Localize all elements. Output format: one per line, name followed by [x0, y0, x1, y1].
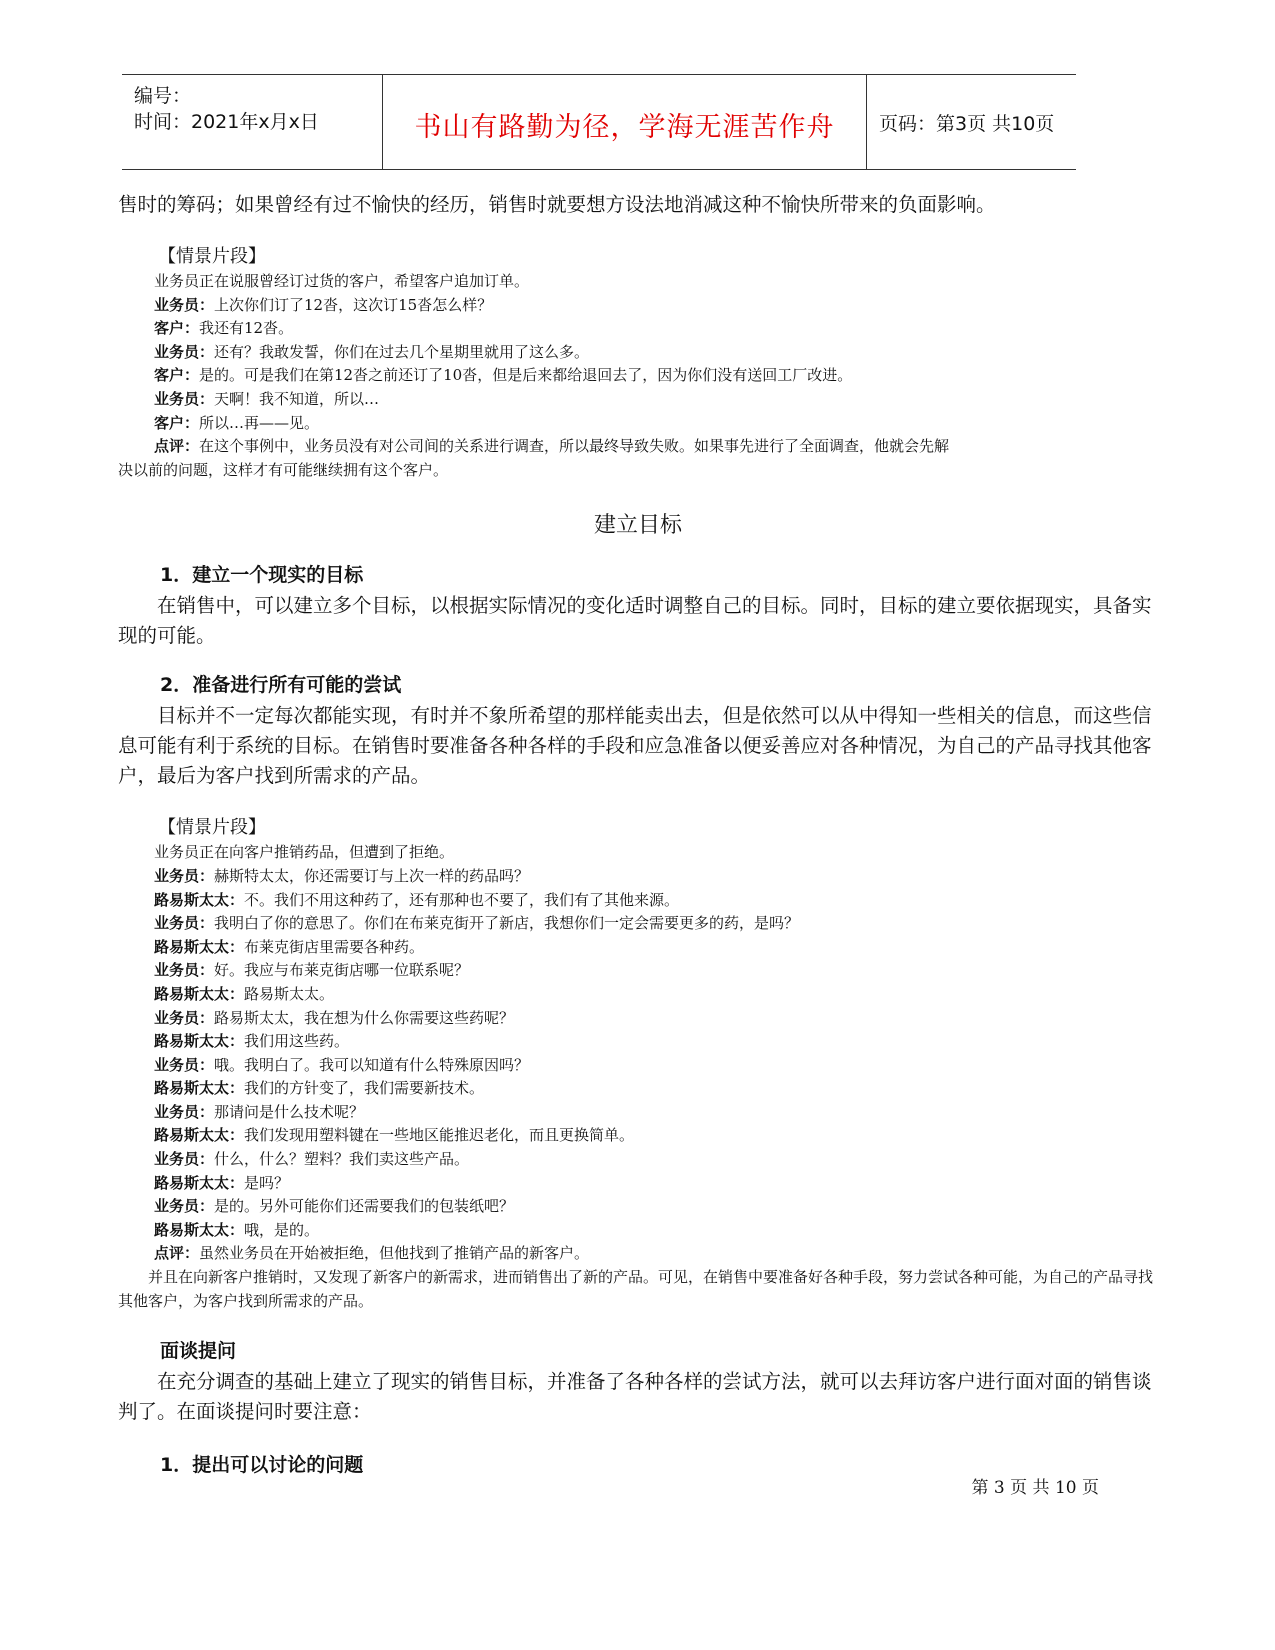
scene-block-2: [118, 813, 1158, 1313]
speaker-label: 路易斯太太：: [154, 1126, 245, 1145]
dialogue-text: 路易斯太太，我在想为什么你需要这些药呢？: [214, 1008, 515, 1027]
dialogue-text: 是吗？: [244, 1173, 290, 1192]
speaker-label: 路易斯太太：: [154, 890, 245, 909]
speaker-label: 业务员：: [154, 866, 215, 885]
speaker-label: 业务员：: [154, 1150, 215, 1169]
speaker-label: 业务员：: [154, 1008, 215, 1027]
comment-text: 虽然业务员在开始被拒绝，但他找到了推销产品的新客户。: [199, 1244, 590, 1263]
page-footer: 第 3 页 共 10 页: [971, 1478, 1099, 1498]
comment-text: 在这个事例中，业务员没有对公司间的关系进行调查，所以最终导致失败。如果事先进行了全面调查，他就会先解: [199, 437, 950, 456]
section-paragraph: 在充分调查的基础上建立了现实的销售目标，并准备了各种各样的尝试方法，就可以去拜访客户进行面对面的销售谈判了。在面谈提问时要注意：: [118, 1370, 1152, 1424]
dialogue-line: [118, 412, 1158, 436]
section-heading: 面谈提问: [160, 1340, 237, 1363]
scene-heading: 【情景片段】: [158, 817, 266, 839]
speaker-label: 客户：: [154, 366, 200, 385]
document-body: [118, 190, 1158, 1481]
comment-continuation: 决以前的问题，这样才有可能继续拥有这个客户。: [118, 460, 449, 479]
comment-line: [118, 1242, 1158, 1266]
speaker-label: 业务员：: [154, 342, 215, 361]
subsection-heading: 2．准备进行所有可能的尝试: [160, 674, 402, 697]
scene-intro: 业务员正在说服曾经订过货的客户，希望客户追加订单。: [154, 272, 530, 290]
dialogue-line: [118, 912, 1158, 936]
speaker-label: 路易斯太太：: [154, 1032, 245, 1051]
dialogue-text: 我还有12沓。: [199, 319, 294, 338]
speaker-label: 客户：: [154, 413, 200, 432]
header-motto-cell: [382, 75, 867, 169]
dialogue-text: 上次你们订了12沓，这次订15沓怎么样？: [214, 295, 493, 314]
speaker-label: 路易斯太太：: [154, 1173, 245, 1192]
speaker-label: 客户：: [154, 319, 200, 338]
speaker-label: 路易斯太太：: [154, 1079, 245, 1098]
comment-label: 点评：: [154, 1244, 200, 1263]
speaker-label: 业务员：: [154, 1102, 215, 1121]
subsection-heading: 1．提出可以讨论的问题: [160, 1454, 364, 1477]
dialogue-text: 哦，是的。: [244, 1220, 320, 1239]
dialogue-text: 什么，什么？塑料？我们卖这些产品。: [214, 1150, 470, 1169]
comment-line: [118, 435, 1158, 459]
subsection-paragraph: 在销售中，可以建立多个目标，以根据实际情况的变化适时调整自己的目标。同时，目标的建立要依据现实，具备实现的可能。: [118, 594, 1152, 648]
dialogue-text: 是的。另外可能你们还需要我们的包装纸吧？: [214, 1197, 515, 1216]
speaker-label: 路易斯太太：: [154, 937, 245, 956]
scene-heading: 【情景片段】: [158, 246, 266, 267]
speaker-label: 业务员：: [154, 1197, 215, 1216]
dialogue-line: [118, 936, 1158, 960]
dialogue-text: 还有？我敢发誓，你们在过去几个星期里就用了这么多。: [214, 342, 590, 361]
subsection-heading: 1．建立一个现实的目标: [160, 564, 364, 587]
dialogue-line: [118, 1219, 1158, 1243]
comment-label: 点评：: [154, 437, 200, 456]
speaker-label: 业务员：: [154, 389, 215, 408]
dialogue-text: 好。我应与布莱克街店哪一位联系呢？: [214, 961, 470, 980]
dialogue-text: 是的。可是我们在第12沓之前还订了10沓，但是后来都给退回去了，因为你们没有送回工厂改进。: [199, 366, 853, 385]
dialogue-line: [118, 294, 1158, 318]
dialogue-line: [118, 317, 1158, 341]
dialogue-text: 赫斯特太太，你还需要订与上次一样的药品吗？: [214, 866, 530, 885]
dialogue-line: [118, 1124, 1158, 1148]
scene-intro: 业务员正在向客户推销药品，但遭到了拒绝。: [154, 843, 455, 862]
dialogue-text: 我明白了你的意思了。你们在布莱克街开了新店，我想你们一定会需要更多的药，是吗？: [214, 914, 800, 933]
header-info-cell: [122, 75, 382, 169]
dialogue-line: [118, 341, 1158, 365]
speaker-label: 业务员：: [154, 961, 215, 980]
dialogue-line: [118, 865, 1158, 889]
speaker-label: 业务员：: [154, 1055, 215, 1074]
document-time-label: 时间：2021年x月x日: [134, 111, 319, 133]
header-page-code: 页码：第3页 共10页: [879, 113, 1055, 135]
header-motto: 书山有路勤为径，学海无涯苦作舟: [414, 112, 835, 143]
dialogue-line: [118, 1077, 1158, 1101]
dialogue-list: [118, 865, 1158, 1243]
dialogue-text: 那请问是什么技术呢？: [214, 1102, 365, 1121]
comment-continuation: 并且在向新客户推销时，又发现了新客户的新需求，进而销售出了新的产品。可见，在销售中要准备好各种手段，努力尝试各种可能，为自己的产品寻找其他客户，为客户找到所需求的产品。: [118, 1268, 1154, 1310]
page-header: [122, 74, 1076, 170]
dialogue-text: 所以…再——见。: [199, 413, 320, 432]
dialogue-line: [118, 1101, 1158, 1125]
dialogue-text: 天啊！我不知道，所以…: [214, 389, 380, 408]
dialogue-text: 哦。我明白了。我可以知道有什么特殊原因吗？: [214, 1055, 530, 1074]
speaker-label: 业务员：: [154, 295, 215, 314]
section-title: 建立目标: [593, 513, 682, 539]
dialogue-text: 我们用这些药。: [244, 1032, 350, 1051]
dialogue-line: [118, 1148, 1158, 1172]
dialogue-line: [118, 1195, 1158, 1219]
dialogue-line: [118, 388, 1158, 412]
dialogue-line: [118, 959, 1158, 983]
dialogue-text: 路易斯太太。: [244, 984, 335, 1003]
dialogue-list: [118, 294, 1158, 436]
dialogue-line: [118, 1007, 1158, 1031]
intro-paragraph: 售时的筹码；如果曾经有过不愉快的经历，销售时就要想方设法地消减这种不愉快所带来的负面影响。: [118, 193, 996, 216]
dialogue-text: 我们发现用塑料键在一些地区能推迟老化，而且更换简单。: [244, 1126, 635, 1145]
speaker-label: 路易斯太太：: [154, 1220, 245, 1239]
dialogue-text: 不。我们不用这种药了，还有那种也不要了，我们有了其他来源。: [244, 890, 680, 909]
dialogue-line: [118, 1054, 1158, 1078]
dialogue-line: [118, 983, 1158, 1007]
speaker-label: 业务员：: [154, 914, 215, 933]
dialogue-text: 我们的方针变了，我们需要新技术。: [244, 1079, 485, 1098]
scene-block-1: [118, 242, 1158, 482]
dialogue-line: [118, 1172, 1158, 1196]
dialogue-text: 布莱克街店里需要各种药。: [244, 937, 425, 956]
dialogue-line: [118, 889, 1158, 913]
header-page-cell: [867, 75, 1076, 169]
dialogue-line: [118, 364, 1158, 388]
speaker-label: 路易斯太太：: [154, 984, 245, 1003]
subsection-paragraph: 目标并不一定每次都能实现，有时并不象所希望的那样能卖出去，但是依然可以从中得知一些相关的信息，而这些信息可能有利于系统的目标。在销售时要准备各种各样的手段和应急准备以便妥善应对各种情况，为自己的产品寻找其他客户，最后为客户找到所需求的产品。: [118, 704, 1152, 788]
document-number-label: 编号：: [134, 85, 192, 107]
dialogue-line: [118, 1030, 1158, 1054]
